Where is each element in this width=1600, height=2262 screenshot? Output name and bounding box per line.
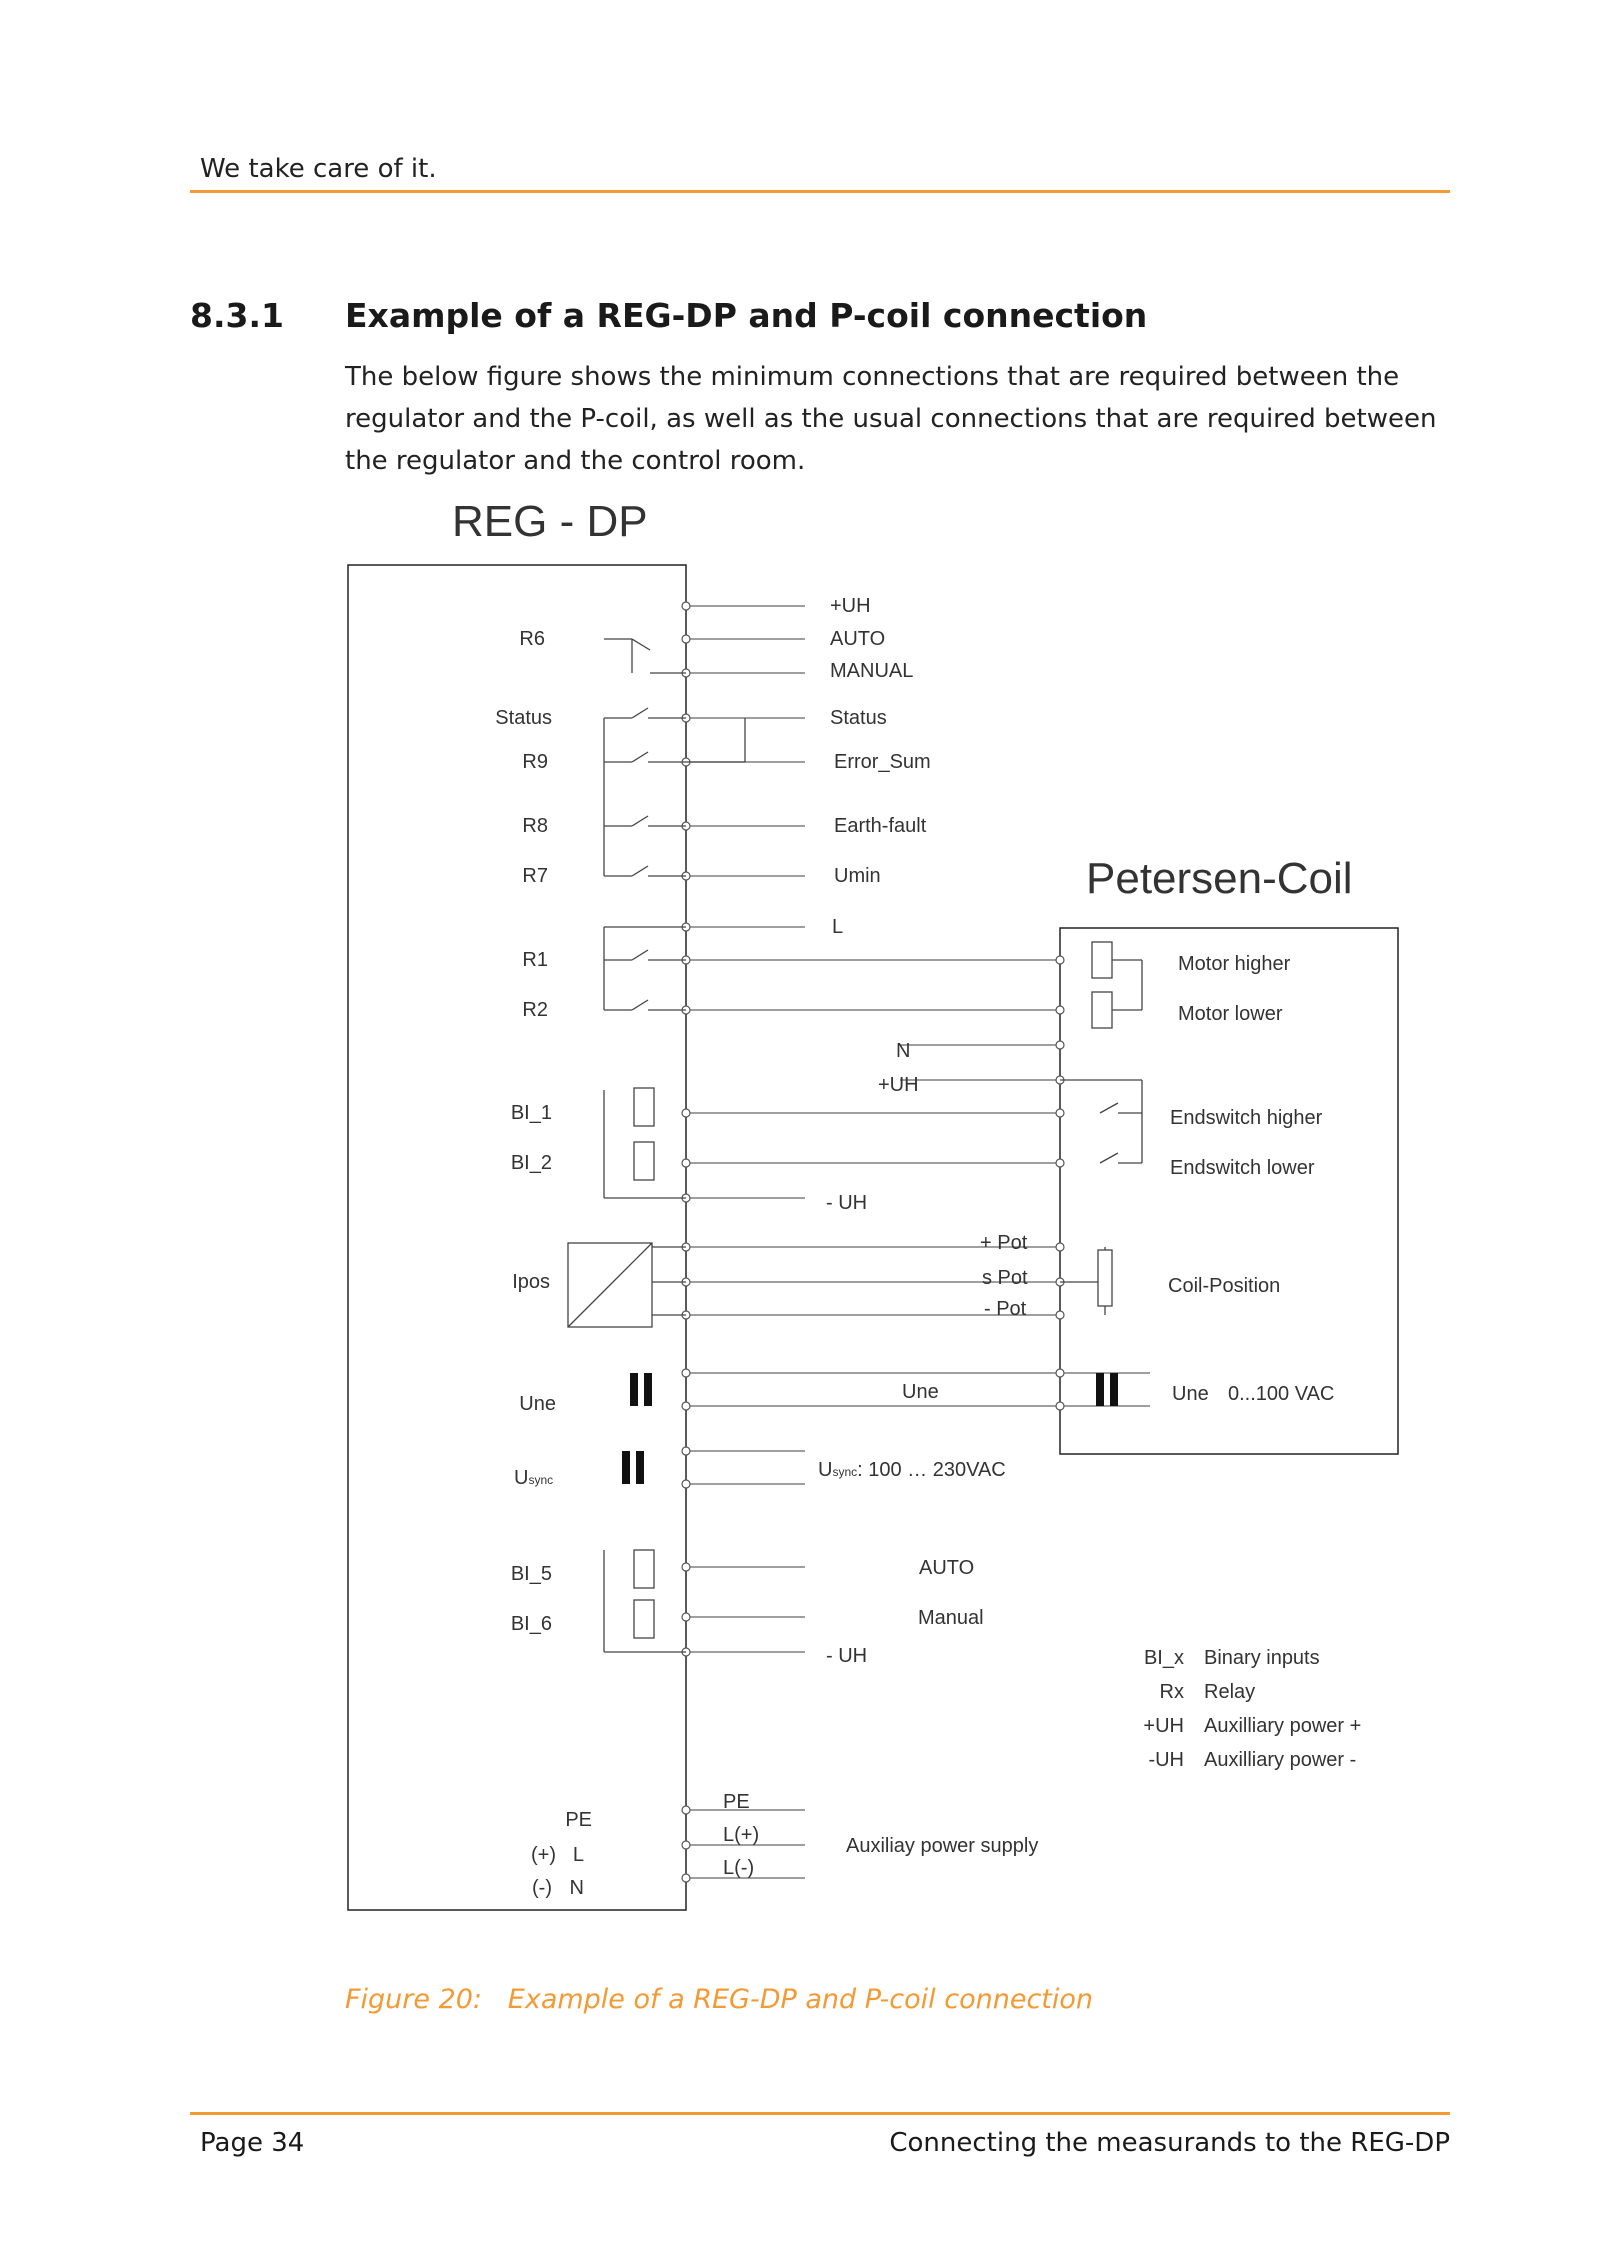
- legend-desc-2: Auxilliary power +: [1204, 1715, 1362, 1737]
- reg-dp-box: [348, 565, 686, 1910]
- label-ipos: Ipos: [512, 1271, 550, 1293]
- legend-desc-1: Relay: [1204, 1681, 1256, 1703]
- label-r9: R9: [522, 751, 548, 773]
- label-status-right: Status: [830, 707, 887, 729]
- label-motor-higher: Motor higher: [1178, 953, 1291, 975]
- label-une-left: Une: [519, 1393, 556, 1415]
- label-manual: MANUAL: [830, 660, 914, 682]
- label-minus-uh2: - UH: [826, 1645, 868, 1667]
- section-number: 8.3.1: [190, 296, 284, 335]
- caption-text: Example of a REG-DP and P-coil connection: [507, 1984, 1094, 2015]
- legend-key-1: Rx: [1159, 1681, 1184, 1703]
- label-endswitch-lower: Endswitch lower: [1170, 1157, 1315, 1179]
- coil-relays: [1060, 942, 1142, 1315]
- label-bi5: BI_5: [510, 1563, 552, 1585]
- label-une-mid: Une: [902, 1381, 939, 1403]
- label-bi1: BI_1: [510, 1102, 552, 1124]
- label-earth-fault: Earth-fault: [834, 815, 927, 837]
- caption-label: Figure 20:: [345, 1984, 483, 2015]
- legend-key-3: -UH: [1148, 1749, 1184, 1771]
- label-n-right: N: [896, 1040, 911, 1062]
- petersen-coil-title: Petersen-Coil: [1086, 854, 1353, 903]
- label-manual2: Manual: [918, 1607, 984, 1629]
- legend-key-2: +UH: [1143, 1715, 1184, 1737]
- label-n-sign: (-): [532, 1877, 552, 1899]
- legend-key-0: BI_x: [1143, 1647, 1184, 1669]
- label-usync-right: [818, 1459, 1006, 1481]
- reg-dp-title: REG - DP: [452, 497, 648, 546]
- label-r1: R1: [522, 949, 548, 971]
- header-tagline: We take care of it.: [200, 154, 437, 184]
- label-motor-lower: Motor lower: [1178, 1003, 1283, 1025]
- label-endswitch-higher: Endswitch higher: [1170, 1107, 1323, 1129]
- binary-input-blocks: [604, 1088, 686, 1652]
- section-title: Example of a REG-DP and P-coil connection: [345, 296, 1148, 335]
- label-une-value: 0...100 VAC: [1228, 1383, 1335, 1405]
- label-une-coil: Une: [1172, 1383, 1209, 1405]
- section-intro: The below figure shows the minimum connections that are required between the regulator and the P-coil, as well as the usual connections that are required between the regulator and the control room.: [345, 362, 1437, 476]
- label-plus-pot: + Pot: [980, 1232, 1028, 1254]
- label-auto: AUTO: [830, 628, 886, 650]
- label-plus-uh2: +UH: [878, 1074, 919, 1096]
- ipos-converter: [568, 1243, 686, 1327]
- label-r8: R8: [522, 815, 548, 837]
- label-umin: Umin: [834, 865, 881, 887]
- relay-contacts: [604, 639, 745, 1010]
- label-lminus: L(-): [723, 1857, 755, 1879]
- label-minus-uh: - UH: [826, 1192, 868, 1214]
- label-l-sign: (+): [531, 1844, 556, 1866]
- label-l-right: L: [832, 916, 844, 938]
- label-pe-left: PE: [565, 1809, 592, 1831]
- label-plus-uh: +UH: [830, 595, 871, 617]
- label-coil-position: Coil-Position: [1168, 1275, 1281, 1297]
- label-aux-supply: Auxiliay power supply: [846, 1835, 1039, 1857]
- usync-sub-left: sync: [528, 1473, 554, 1487]
- label-l: L: [572, 1844, 584, 1866]
- usync-value: : 100 … 230VAC: [857, 1459, 1006, 1481]
- legend: [1143, 1647, 1361, 1771]
- label-bi6: BI_6: [510, 1613, 552, 1635]
- usync-sub-right: sync: [832, 1465, 858, 1479]
- label-error-sum: Error_Sum: [834, 751, 931, 773]
- output-wires: [686, 606, 1150, 1878]
- label-usync-left: [514, 1467, 553, 1489]
- footer-rule: [190, 2112, 1450, 2115]
- label-r6: R6: [519, 628, 545, 650]
- label-status-left: Status: [495, 707, 552, 729]
- figure-caption: [345, 1984, 1093, 2015]
- label-auto2: AUTO: [919, 1557, 975, 1579]
- label-s-pot: s Pot: [982, 1267, 1028, 1289]
- usync-main-right: U: [818, 1459, 833, 1481]
- legend-desc-3: Auxilliary power -: [1204, 1749, 1357, 1771]
- usync-main-left: U: [514, 1467, 529, 1489]
- label-pe-right: PE: [723, 1791, 750, 1813]
- legend-desc-0: Binary inputs: [1204, 1647, 1320, 1669]
- chapter-title: Connecting the measurands to the REG-DP: [889, 2128, 1450, 2158]
- label-minus-pot: - Pot: [984, 1298, 1027, 1320]
- label-r7: R7: [522, 865, 548, 887]
- label-r2: R2: [522, 999, 548, 1021]
- label-bi2: BI_2: [510, 1152, 552, 1174]
- label-lplus: L(+): [723, 1824, 760, 1846]
- page-number: Page 34: [200, 2128, 305, 2158]
- label-n: N: [569, 1877, 584, 1899]
